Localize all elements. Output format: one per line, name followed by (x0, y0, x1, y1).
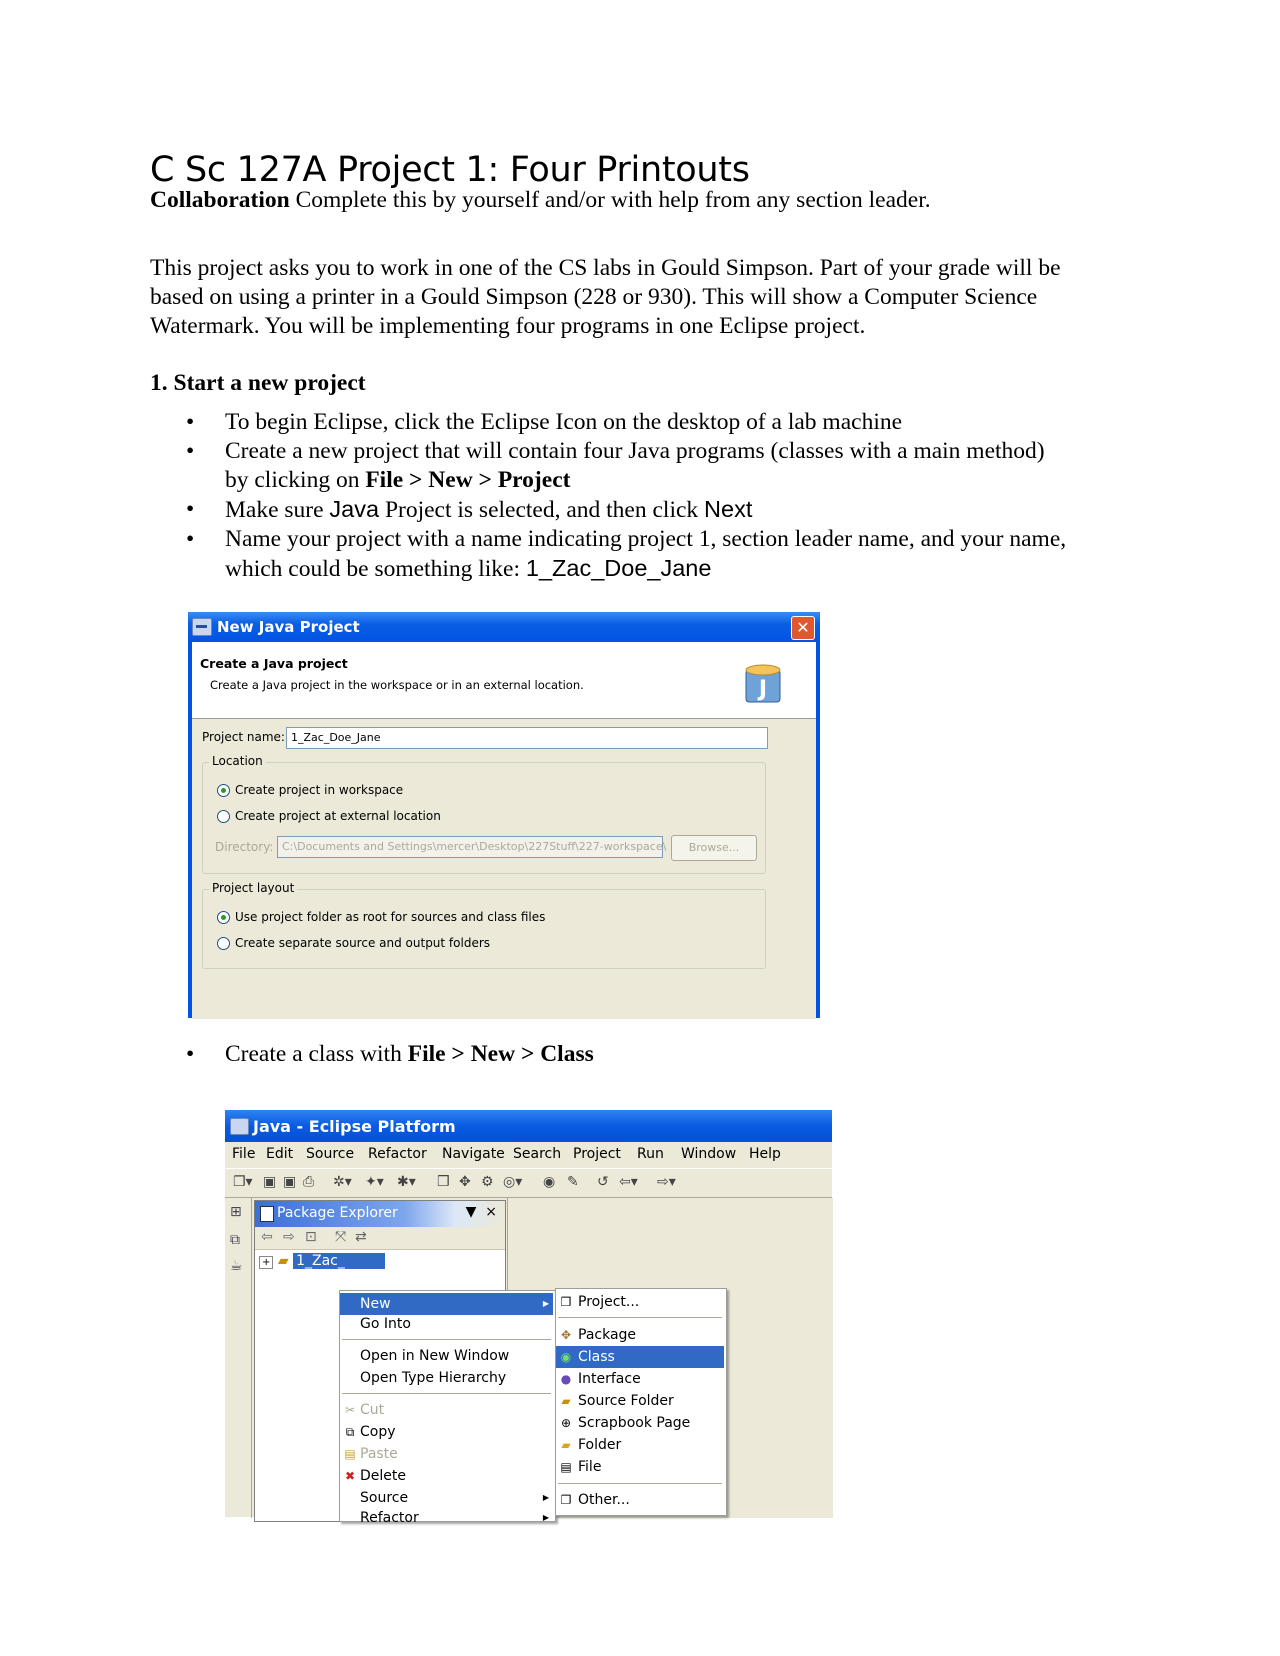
context-item-paste[interactable] (340, 1443, 553, 1465)
submenu-item-class[interactable] (556, 1346, 724, 1368)
submenu-label: Package (578, 1327, 637, 1343)
other-wizard-icon: ❐ (560, 1493, 572, 1507)
bullet-text-cont (225, 466, 1150, 495)
paste-icon: ▤ (344, 1447, 356, 1461)
browse-button[interactable]: Browse... (671, 835, 757, 861)
package-explorer-toolbar (255, 1227, 505, 1250)
menu-separator (342, 1339, 551, 1340)
menu-help[interactable]: Help (749, 1146, 781, 1162)
back-icon[interactable]: ⇦▾ (619, 1174, 638, 1190)
context-menu (339, 1290, 556, 1526)
submenu-label: File (578, 1459, 602, 1475)
submenu-label: Other... (578, 1492, 630, 1508)
list-item (150, 437, 1150, 495)
context-item-cut[interactable] (340, 1399, 553, 1421)
save-all-icon[interactable]: ▣ (283, 1174, 297, 1190)
forward-icon[interactable]: ⇨▾ (657, 1174, 676, 1190)
submenu-label: Interface (578, 1371, 641, 1387)
radio-use-folder[interactable] (217, 911, 230, 924)
source-folder-icon: ▰ (561, 1394, 571, 1408)
print-icon[interactable]: ⎙ (303, 1174, 315, 1190)
submenu-arrow-icon: ▶ (542, 1493, 549, 1502)
page-title: C Sc 127A Project 1: Four Printouts (150, 150, 750, 190)
search-icon[interactable]: ✎ (567, 1174, 579, 1190)
context-label: New (360, 1296, 391, 1312)
context-label: Open Type Hierarchy (360, 1370, 507, 1386)
minimize-icon[interactable]: ▼ (465, 1204, 477, 1220)
submenu-item-interface[interactable] (556, 1368, 724, 1390)
eclipse-window-icon (230, 1118, 249, 1135)
project-folder-icon: ▰ (277, 1253, 289, 1269)
radio-separate[interactable] (217, 937, 230, 950)
context-item-go-into[interactable] (340, 1313, 553, 1335)
bullet-text: Make sure (225, 497, 330, 523)
header-description: Create a Java project in the workspace or in an external location. (210, 678, 584, 692)
menu-file[interactable]: File (232, 1146, 256, 1162)
layout-group-title: Project layout (209, 881, 297, 895)
submenu-label: Source Folder (578, 1393, 674, 1409)
context-label: Copy (360, 1424, 396, 1440)
context-item-open-type-hierarchy[interactable] (340, 1367, 553, 1389)
directory-input[interactable]: C:\Documents and Settings\mercer\Desktop\227Stuff\227-workspace\ (277, 836, 663, 858)
list-item (150, 525, 1150, 584)
radio-external[interactable] (217, 810, 230, 823)
view-menu-icon[interactable] (466, 1204, 497, 1220)
submenu-item-other[interactable] (556, 1489, 724, 1511)
interface-icon: ● (560, 1372, 572, 1386)
last-edit-icon[interactable]: ↺ (597, 1174, 609, 1190)
toolbar (225, 1168, 832, 1198)
new-wizard-icon[interactable]: ❐▾ (233, 1174, 253, 1190)
intro-line-2: based on using a printer in a Gould Simpson (228 or 930). This will show a Computer Science (150, 284, 1038, 310)
resource-perspective-icon[interactable]: ⧉ (230, 1232, 240, 1248)
eclipse-titlebar[interactable] (225, 1110, 832, 1142)
bullet-text: • Create a new project that will contain four Java programs (classes with a main method) (225, 438, 1045, 464)
project-name-label: Project name: (202, 730, 285, 744)
class-icon: ◉ (560, 1350, 572, 1364)
up-icon[interactable]: ⊡ (305, 1229, 317, 1245)
context-label: Refactor (360, 1510, 419, 1526)
list-item (150, 495, 1150, 525)
java-term: Java (329, 496, 380, 522)
java-project-icon (740, 660, 786, 706)
package-explorer-tab[interactable] (255, 1201, 505, 1227)
next-term: Next (704, 496, 753, 522)
context-item-delete[interactable] (340, 1465, 553, 1487)
new-class-icon[interactable]: ⚙ (481, 1174, 494, 1190)
menu-search[interactable]: Search (513, 1146, 562, 1162)
bullet-text: Create a class with (225, 1041, 408, 1067)
dialog-title: New Java Project (217, 618, 360, 636)
scrapbook-icon: ⊕ (560, 1416, 572, 1430)
context-label: Delete (360, 1468, 406, 1484)
submenu-item-project[interactable] (556, 1291, 724, 1313)
back-icon[interactable]: ⇦ (261, 1229, 273, 1245)
java-perspective-icon[interactable]: ☕ (230, 1258, 243, 1274)
menu-path: File > New > Class (407, 1041, 594, 1067)
package-explorer-icon (260, 1206, 274, 1222)
menu-navigate[interactable]: Navigate (442, 1146, 505, 1162)
link-editor-icon[interactable]: ⇄ (355, 1229, 367, 1245)
new-java-project-dialog (188, 612, 820, 1018)
cut-icon: ✂ (344, 1403, 356, 1417)
instruction-list (150, 408, 1150, 584)
list-item (150, 1040, 1150, 1069)
example-name: 1_Zac_Doe_Jane (525, 555, 712, 581)
project-layout-group (202, 881, 766, 969)
submenu-item-file[interactable] (556, 1456, 724, 1478)
bullet-text-cont (225, 554, 1150, 584)
save-icon[interactable]: ▣ (263, 1174, 277, 1190)
copy-icon: ⧉ (345, 1425, 355, 1439)
radio-use-folder-label: Use project folder as root for sources and class files (235, 910, 546, 924)
submenu-label: Folder (578, 1437, 622, 1453)
folder-icon: ▰ (561, 1438, 571, 1452)
menu-project[interactable]: Project (573, 1146, 621, 1162)
package-explorer-title: Package Explorer (277, 1205, 398, 1221)
dialog-header (192, 642, 816, 719)
header-title: Create a Java project (200, 656, 348, 671)
context-label: Paste (360, 1446, 398, 1462)
radio-workspace-label: Create project in workspace (235, 783, 404, 797)
bullet-text: To begin Eclipse, click the Eclipse Icon on the desktop of a lab machine (225, 409, 903, 435)
context-item-source[interactable] (340, 1487, 553, 1509)
bullet-text: by clicking on (225, 467, 366, 493)
menu-source[interactable]: Source (306, 1146, 355, 1162)
run-icon[interactable]: ✦▾ (365, 1174, 384, 1190)
menu-separator (558, 1317, 722, 1318)
intro-paragraph (150, 254, 1140, 341)
context-item-new[interactable] (340, 1293, 553, 1315)
menu-refactor[interactable]: Refactor (368, 1146, 427, 1162)
menu-run[interactable]: Run (637, 1146, 664, 1162)
eclipse-window (225, 1110, 832, 1526)
collapse-all-icon[interactable]: ⤧ (335, 1229, 347, 1245)
new-package-icon[interactable]: ✥ (459, 1174, 471, 1190)
section-heading: 1. Start a new project (150, 370, 366, 396)
menu-separator (558, 1483, 722, 1484)
close-button[interactable]: ✕ (791, 616, 815, 640)
new-submenu (555, 1288, 727, 1516)
tree-item-project[interactable]: 1_Zac_ (293, 1253, 385, 1269)
intro-line-3: Watermark. You will be implementing four programs in one Eclipse project. (150, 313, 866, 339)
dialog-body (192, 719, 816, 1019)
instruction-list-2 (150, 1040, 1150, 1069)
location-group (202, 754, 766, 874)
java-icon-letter: J (758, 677, 768, 702)
close-icon[interactable]: × (485, 1204, 497, 1220)
context-item-copy[interactable] (340, 1421, 553, 1443)
radio-external-label: Create project at external location (235, 809, 441, 823)
eclipse-window-icon (192, 618, 212, 636)
context-item-refactor[interactable] (340, 1507, 553, 1529)
menu-window[interactable]: Window (681, 1146, 737, 1162)
collaboration-text: Complete this by yourself and/or with help from any section leader. (289, 187, 931, 213)
new-class-dropdown-icon[interactable]: ◎▾ (503, 1174, 523, 1190)
context-label: Go Into (360, 1316, 411, 1332)
submenu-label: Scrapbook Page (578, 1415, 691, 1431)
bullet-text: which could be something like: (225, 556, 526, 582)
debug-icon[interactable]: ✲▾ (333, 1174, 352, 1190)
submenu-arrow-icon: ▶ (542, 1299, 549, 1308)
bullet-text: Project is selected, and then click (379, 497, 705, 523)
radio-separate-label: Create separate source and output folders (235, 936, 491, 950)
package-icon: ✥ (560, 1328, 572, 1342)
submenu-item-folder[interactable] (556, 1434, 724, 1456)
dialog-titlebar[interactable] (188, 612, 820, 642)
directory-label: Directory: (215, 840, 274, 854)
submenu-item-scrapbook[interactable] (556, 1412, 724, 1434)
menu-edit[interactable]: Edit (266, 1146, 294, 1162)
collaboration-label: Collaboration (150, 187, 290, 213)
menu-bar (225, 1142, 832, 1168)
project-name-input[interactable]: 1_Zac_Doe_Jane (286, 727, 768, 749)
external-tools-icon[interactable]: ✱▾ (397, 1174, 416, 1190)
open-perspective-icon[interactable]: ⊞ (230, 1204, 242, 1220)
radio-workspace[interactable] (217, 784, 230, 797)
submenu-item-source-folder[interactable] (556, 1390, 724, 1412)
submenu-item-package[interactable] (556, 1324, 724, 1346)
menu-path: File > New > Project (365, 467, 571, 493)
delete-icon: ✖ (344, 1469, 356, 1483)
new-project-icon: ❒ (560, 1295, 572, 1309)
perspective-bar (225, 1198, 252, 1518)
context-label: Cut (360, 1402, 385, 1418)
menu-separator (342, 1393, 551, 1394)
project-tree (259, 1253, 385, 1269)
collaboration-line (150, 186, 1140, 215)
submenu-label: Project... (578, 1294, 640, 1310)
open-type-icon[interactable]: ◉ (543, 1174, 556, 1190)
bullet-text: • Name your project with a name indicating project 1, section leader name, and your name, (225, 526, 1067, 552)
file-icon: ▤ (560, 1460, 572, 1474)
submenu-arrow-icon: ▶ (542, 1513, 549, 1522)
location-group-title: Location (209, 754, 266, 768)
eclipse-title: Java - Eclipse Platform (253, 1117, 456, 1136)
list-item (150, 408, 1150, 437)
intro-line-1: This project asks you to work in one of the CS labs in Gould Simpson. Part of your grade will be (150, 255, 1061, 281)
new-project-icon[interactable]: ❒ (437, 1174, 450, 1190)
context-label: Source (360, 1490, 409, 1506)
context-item-open-new-window[interactable] (340, 1345, 553, 1367)
context-label: Open in New Window (360, 1348, 510, 1364)
forward-icon[interactable]: ⇨ (283, 1229, 295, 1245)
expand-icon[interactable]: + (259, 1256, 273, 1269)
submenu-label: Class (578, 1349, 615, 1365)
